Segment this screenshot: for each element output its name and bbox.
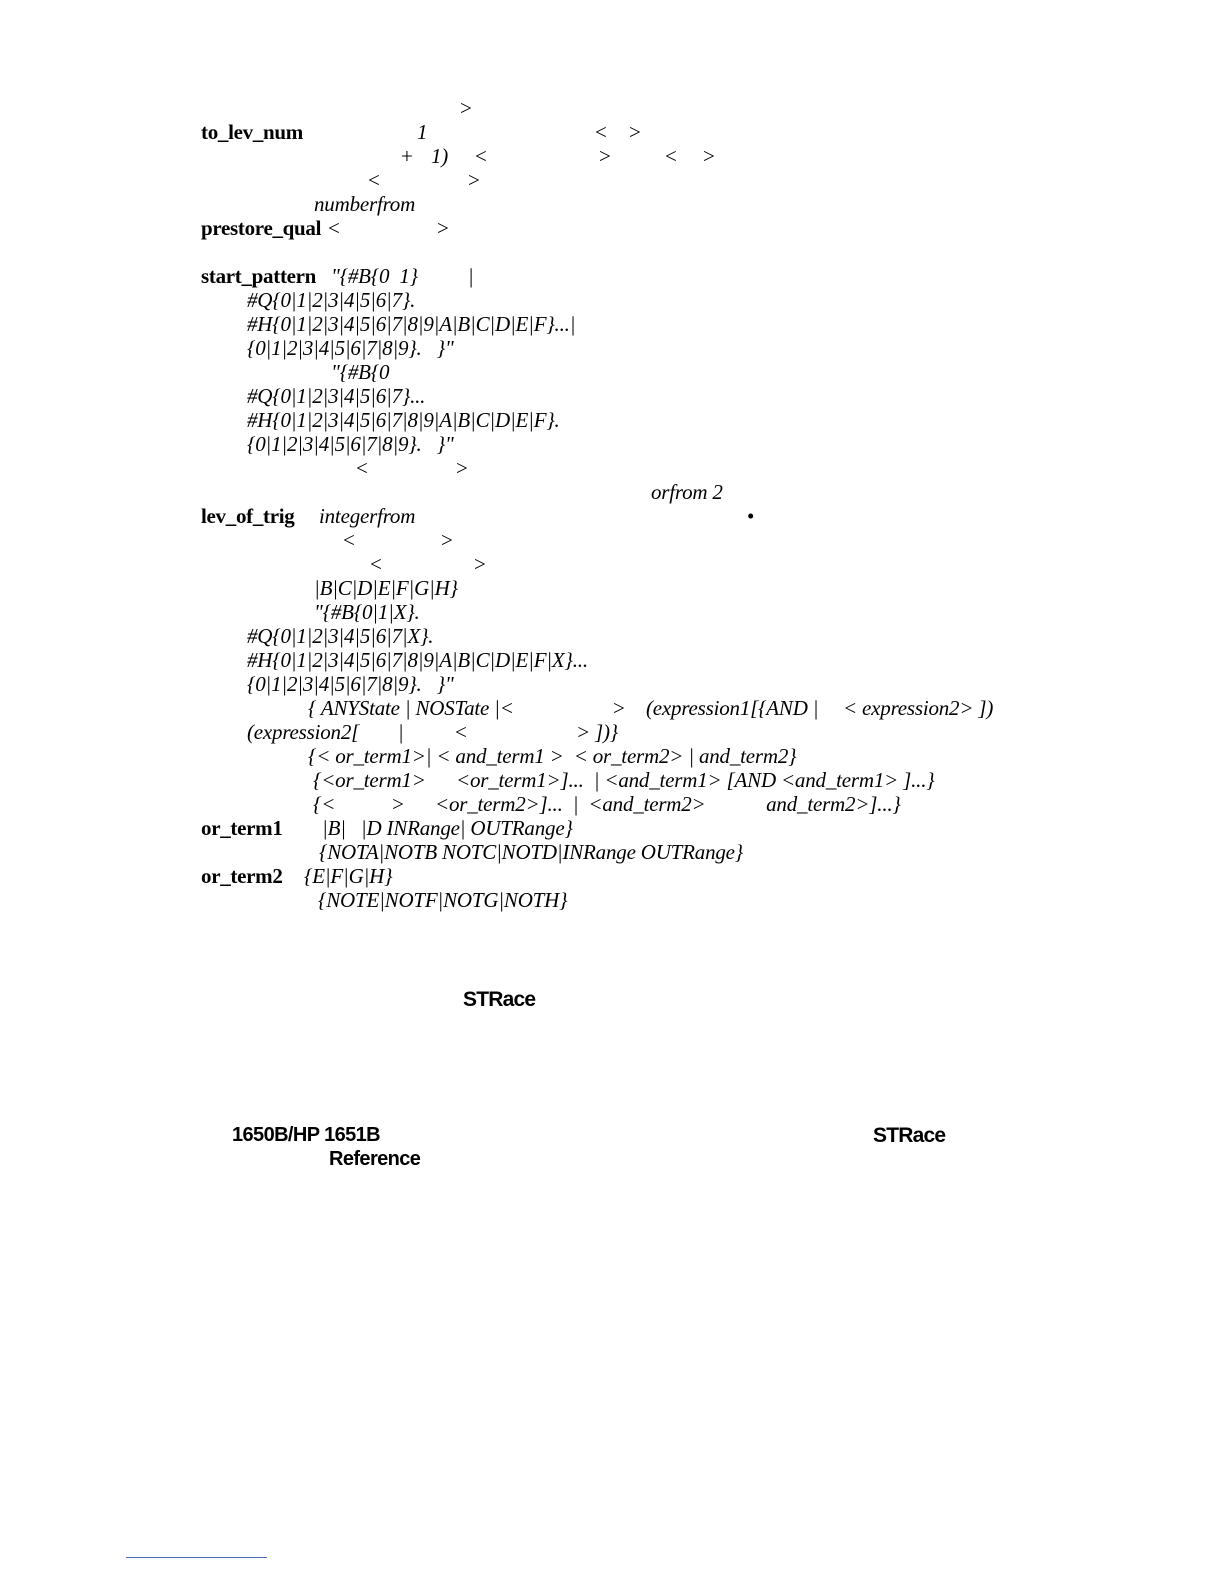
syntax-fragment: < [455, 720, 467, 744]
syntax-fragment: #H{0|1|2|3|4|5|6|7|8|9|A|B|C|D|E|F|X}... [247, 648, 588, 672]
syntax-fragment: lev_of_trig [201, 504, 295, 528]
syntax-fragment: or_term2 [201, 864, 283, 888]
syntax-fragment: numberfrom [314, 192, 416, 216]
syntax-fragment: < [475, 144, 487, 168]
syntax-fragment: {0|1|2|3|4|5|6|7|8|9}. }" [247, 336, 454, 360]
syntax-fragment: > [703, 144, 715, 168]
syntax-fragment: | [399, 720, 404, 744]
syntax-fragment: {<or_term1> <or_term1>]... | <and_term1> [AND <and_term1> ]...} [313, 768, 935, 792]
syntax-fragment: "{#B{0 1} [331, 264, 418, 288]
syntax-fragment: #H{0|1|2|3|4|5|6|7|8|9|A|B|C|D|E|F}. [247, 408, 560, 432]
syntax-fragment: < [665, 144, 677, 168]
syntax-fragment: {0|1|2|3|4|5|6|7|8|9}. }" [247, 672, 454, 696]
footer-model: 1650B/HP 1651B [232, 1124, 381, 1146]
syntax-fragment: #Q{0|1|2|3|4|5|6|7|X}. [247, 624, 434, 648]
syntax-fragment: < [368, 168, 380, 192]
syntax-fragment: { ANYState | NOSTate |< [308, 696, 514, 720]
syntax-fragment: > [599, 144, 611, 168]
syntax-fragment: prestore_qual [201, 216, 322, 240]
syntax-fragment: < [328, 216, 340, 240]
syntax-fragment: {NOTE|NOTF|NOTG|NOTH} [318, 888, 568, 912]
syntax-fragment: #Q{0|1|2|3|4|5|6|7}. [247, 288, 416, 312]
syntax-fragment: or_term1 [201, 816, 283, 840]
syntax-fragment: start_pattern [201, 264, 317, 288]
syntax-fragment: #Q{0|1|2|3|4|5|6|7}... [247, 384, 426, 408]
syntax-fragment: > [613, 696, 625, 720]
footer-reference: Reference [329, 1148, 421, 1170]
syntax-fragment: < [595, 120, 607, 144]
syntax-fragment: |B| |D INRange| OUTRange} [322, 816, 573, 840]
syntax-fragment: {NOTA|NOTB NOTC|NOTD|INRange OUTRange} [319, 840, 743, 864]
syntax-fragment: {E|F|G|H} [304, 864, 393, 888]
syntax-fragment: < [370, 552, 382, 576]
syntax-fragment: (expression2[ [247, 720, 360, 744]
syntax-fragment: > ])} [576, 720, 618, 744]
footer-section-name: STRace [873, 1124, 946, 1147]
syntax-fragment: < [356, 456, 368, 480]
section-heading: STRace [463, 988, 536, 1011]
syntax-fragment: |B|C|D|E|F|G|H} [314, 576, 458, 600]
syntax-fragment: • [747, 504, 755, 528]
syntax-fragment: #H{0|1|2|3|4|5|6|7|8|9|A|B|C|D|E|F}...| [247, 312, 576, 336]
syntax-fragment: {< or_term1>| < and_term1 > < or_term2> | and_term2} [308, 744, 797, 768]
syntax-fragment: "{#B{0 [331, 360, 390, 384]
syntax-fragment: > [441, 528, 453, 552]
syntax-fragment: 1) [431, 144, 449, 168]
syntax-fragment: orfrom 2 [651, 480, 723, 504]
syntax-fragment: integerfrom [319, 504, 416, 528]
syntax-fragment: > [460, 96, 472, 120]
syntax-fragment: > [456, 456, 468, 480]
syntax-fragment: (expression1[{AND | [646, 696, 819, 720]
syntax-fragment: > [629, 120, 641, 144]
syntax-fragment: > [437, 216, 449, 240]
syntax-fragment: to_lev_num [201, 120, 304, 144]
syntax-fragment: > [474, 552, 486, 576]
syntax-fragment: | [469, 264, 474, 288]
syntax-fragment: < expression2> ]) [843, 696, 994, 720]
footer-rule [126, 1557, 267, 1558]
syntax-fragment: {0|1|2|3|4|5|6|7|8|9}. }" [247, 432, 454, 456]
syntax-fragment: > [468, 168, 480, 192]
syntax-fragment: {< > <or_term2>]... | <and_term2> and_term2>]...} [313, 792, 901, 816]
syntax-fragment: < [343, 528, 355, 552]
syntax-fragment: 1 [417, 120, 428, 144]
syntax-fragment: + [401, 144, 413, 168]
syntax-fragment: "{#B{0|1|X}. [314, 600, 420, 624]
